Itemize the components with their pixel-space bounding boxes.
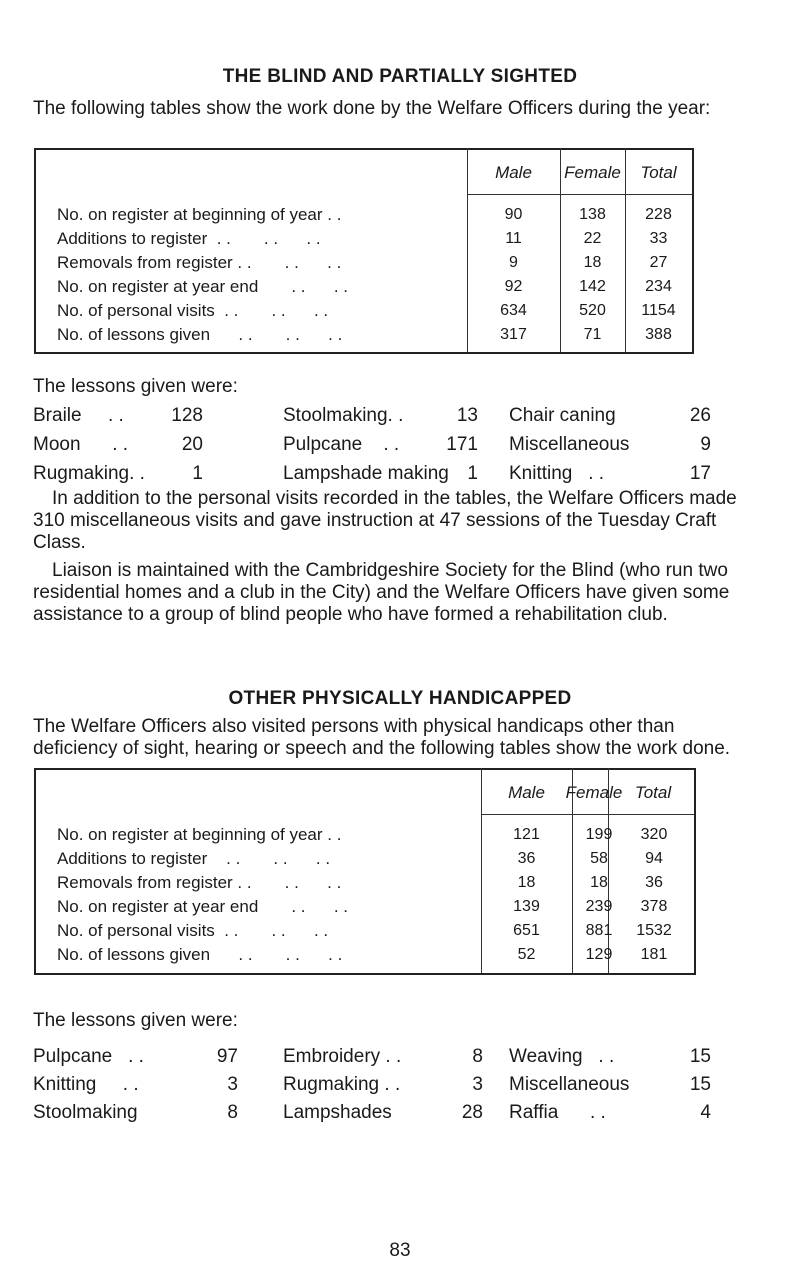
cell-female: 71 — [583, 326, 602, 343]
row-label: No. on register at beginning of year . . — [57, 825, 342, 844]
row-label: Additions to register . . . . . . — [57, 229, 321, 248]
cell-female: 239 — [585, 898, 613, 915]
row-label: No. on register at beginning of year . . — [57, 205, 342, 224]
lesson-name: Knitting . . — [33, 1074, 139, 1095]
lesson-name: Stoolmaking. . — [283, 405, 404, 426]
cell-male: 36 — [517, 850, 536, 867]
lesson-name: Embroidery . . — [283, 1046, 402, 1067]
lessons-row — [33, 1074, 773, 1098]
lesson-count: 17 — [689, 463, 711, 484]
lesson-name: Lampshade making — [283, 463, 449, 484]
lesson-name: Pulpcane . . — [283, 434, 400, 455]
column-header-female: Female — [565, 783, 623, 802]
section-heading-blind: THE BLIND AND PARTIALLY SIGHTED — [222, 66, 578, 87]
lessons-row — [33, 1102, 773, 1126]
lesson-count: 3 — [227, 1074, 238, 1095]
row-label: No. on register at year end . . . . — [57, 277, 349, 296]
column-header-male: Male — [508, 783, 545, 802]
cell-male: 634 — [500, 302, 527, 319]
row-label: No. on register at year end . . . . — [57, 897, 349, 916]
cell-male: 18 — [517, 874, 536, 891]
lesson-count: 1 — [192, 463, 203, 484]
lesson-name: Knitting . . — [509, 463, 605, 484]
cell-male: 92 — [504, 278, 523, 295]
blind-lessons-list — [33, 376, 773, 484]
cell-total: 228 — [645, 206, 672, 223]
row-label: No. of personal visits . . . . . . — [57, 301, 329, 320]
column-header-female: Female — [564, 163, 621, 182]
cell-female: 199 — [585, 826, 613, 843]
lesson-name: Stoolmaking — [33, 1102, 138, 1123]
row-label: No. of lessons given . . . . . . — [57, 325, 343, 344]
page-number: 83 — [389, 1240, 411, 1261]
section-heading-physical: OTHER PHYSICALLY HANDICAPPED — [228, 688, 572, 709]
lesson-count: 15 — [689, 1046, 711, 1067]
lesson-name: Rugmaking . . — [283, 1074, 401, 1095]
lesson-count: 8 — [472, 1046, 483, 1067]
lesson-name: Miscellaneous — [509, 1074, 630, 1095]
lesson-count: 20 — [181, 434, 203, 455]
lesson-name: Lampshades — [283, 1102, 392, 1123]
cell-male: 317 — [500, 326, 527, 343]
lesson-name: Weaving . . — [509, 1046, 615, 1067]
cell-total: 388 — [645, 326, 672, 343]
cell-total: 94 — [645, 850, 663, 867]
cell-male: 651 — [513, 922, 540, 939]
lesson-name: Chair caning — [509, 405, 616, 426]
lessons-intro: The lessons given were: — [33, 1010, 238, 1031]
physical-intro-paragraph: The Welfare Officers also visited persons with physical handicaps other than deficiency of sight, hearing or speech and the following tables show the work done. — [33, 716, 731, 759]
cell-female: 138 — [579, 206, 606, 223]
cell-male: 139 — [513, 898, 540, 915]
cell-male: 9 — [509, 254, 518, 271]
row-label: Additions to register . . . . . . — [57, 849, 331, 868]
row-label: No. of lessons given . . . . . . — [57, 945, 343, 964]
lesson-count: 4 — [700, 1102, 711, 1123]
blind-liaison-paragraph: Liaison is maintained with the Cambridgeshire Society for the Blind (who run two residential homes and a club in the City) and the Welfare Officers have given some assistance to a group of blind people who have formed a rehabilitation club. — [33, 560, 730, 625]
cell-male: 52 — [517, 946, 536, 963]
lesson-name: Rugmaking. . — [33, 463, 145, 484]
cell-female: 22 — [583, 230, 602, 247]
lesson-count: 3 — [472, 1074, 483, 1095]
lesson-count: 8 — [227, 1102, 238, 1123]
physical-lessons-list — [33, 1010, 773, 1123]
lessons-row — [33, 1046, 773, 1070]
lesson-count: 97 — [216, 1046, 238, 1067]
cell-female: 142 — [579, 278, 606, 295]
lesson-count: 13 — [456, 405, 478, 426]
lesson-count: 28 — [461, 1102, 483, 1123]
lesson-name: Braile . . — [33, 405, 124, 426]
row-label: No. of personal visits . . . . . . — [57, 921, 329, 940]
cell-total: 181 — [640, 946, 668, 963]
cell-male: 121 — [513, 826, 540, 843]
column-header-total: Total — [634, 783, 672, 802]
cell-male: 90 — [504, 206, 523, 223]
lesson-name: Miscellaneous — [509, 434, 630, 455]
lesson-count: 9 — [700, 434, 711, 455]
cell-female: 520 — [579, 302, 606, 319]
lesson-count: 128 — [171, 405, 203, 426]
cell-female: 58 — [590, 850, 608, 867]
cell-total: 320 — [640, 826, 668, 843]
lesson-count: 1 — [467, 463, 478, 484]
blind-visits-paragraph: In addition to the personal visits recorded in the tables, the Welfare Officers made 310 miscellaneous visits and gave instruction at 47 sessions of the Tuesday Craft Class. — [33, 488, 737, 553]
lesson-count: 15 — [689, 1074, 711, 1095]
column-header-total: Total — [640, 163, 677, 182]
cell-total: 234 — [645, 278, 672, 295]
cell-female: 881 — [585, 922, 613, 939]
cell-total: 378 — [640, 898, 668, 915]
cell-female: 18 — [590, 874, 608, 891]
cell-female: 18 — [583, 254, 602, 271]
row-label: Removals from register . . . . . . — [57, 873, 342, 892]
cell-male: 11 — [505, 230, 522, 247]
lesson-name: Raffia . . — [509, 1102, 606, 1123]
lessons-row — [33, 434, 773, 458]
cell-total: 1532 — [636, 922, 672, 939]
lesson-name: Pulpcane . . — [33, 1046, 144, 1067]
cell-total: 36 — [645, 874, 663, 891]
lesson-count: 26 — [689, 405, 711, 426]
lesson-name: Moon . . — [33, 434, 129, 455]
lessons-row — [33, 463, 773, 487]
cell-female: 129 — [585, 946, 613, 963]
column-header-male: Male — [495, 163, 532, 182]
row-label: Removals from register . . . . . . — [57, 253, 342, 272]
lessons-intro: The lessons given were: — [33, 376, 238, 397]
lessons-row — [33, 405, 773, 429]
cell-total: 1154 — [641, 302, 676, 319]
cell-total: 27 — [649, 254, 668, 271]
lesson-count: 171 — [446, 434, 478, 455]
blind-intro-paragraph: The following tables show the work done by the Welfare Officers during the year: — [33, 98, 711, 119]
cell-total: 33 — [649, 230, 668, 247]
